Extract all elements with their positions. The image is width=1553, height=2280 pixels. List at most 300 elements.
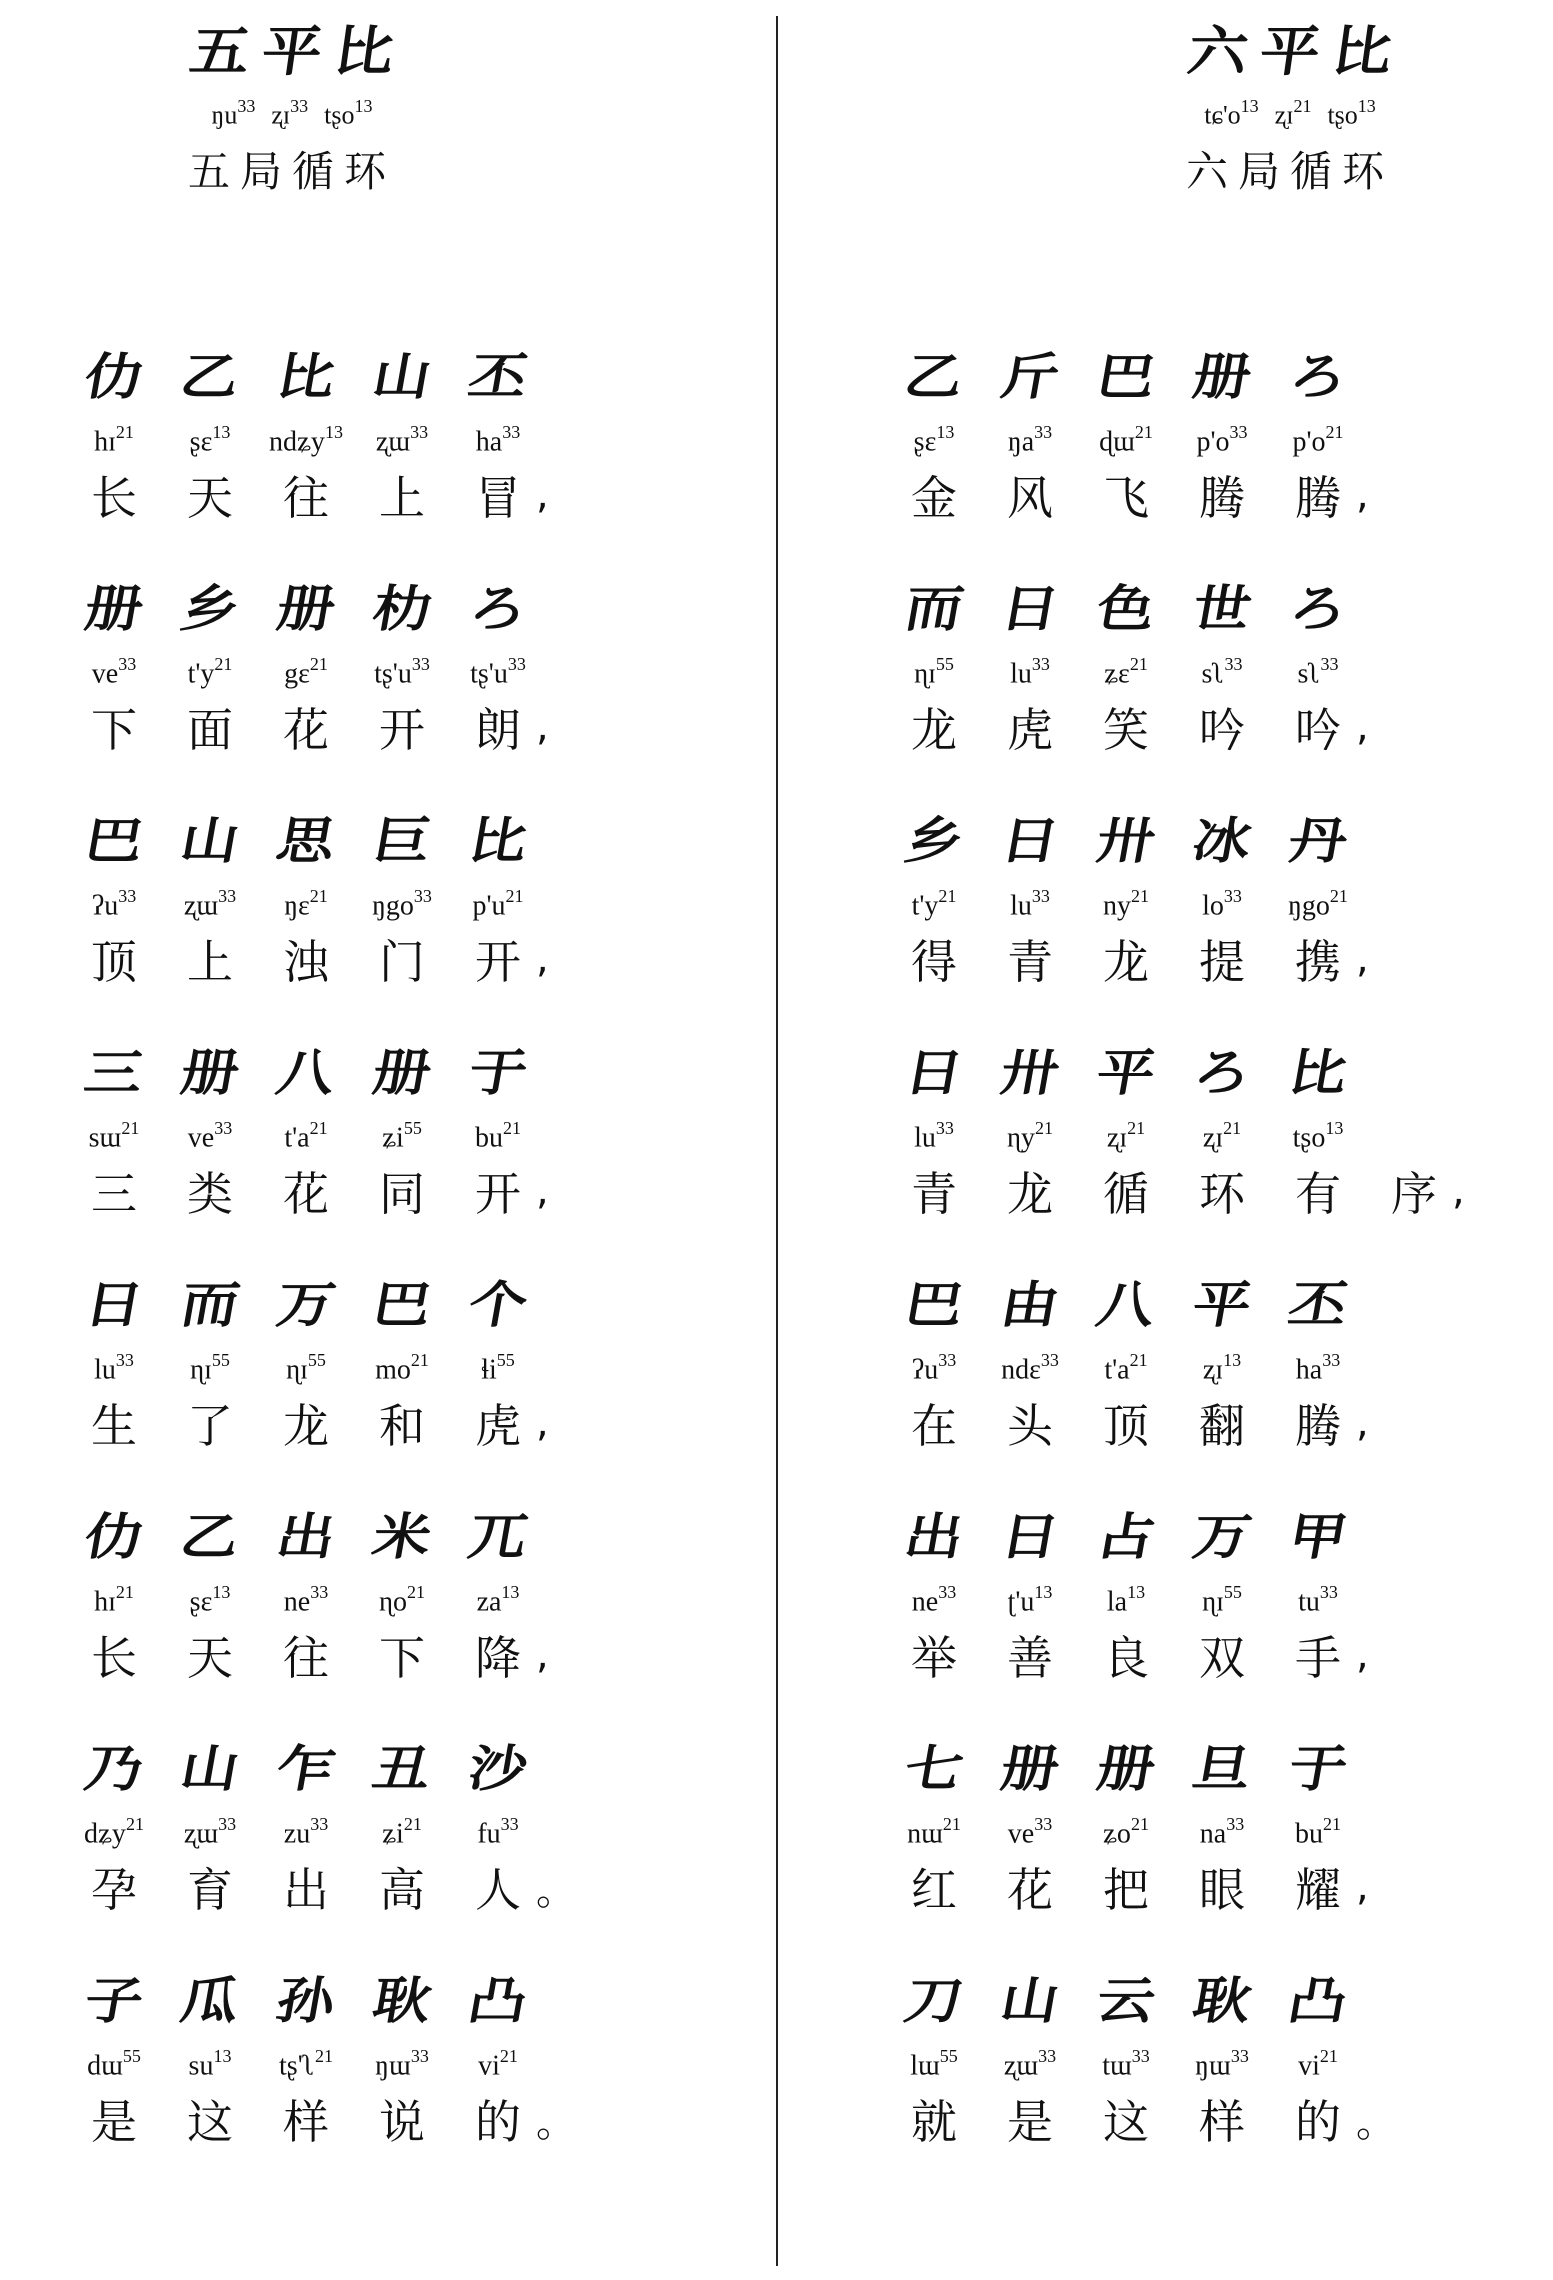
nuosu-glyph: 比 bbox=[272, 348, 340, 406]
phonetic-syllable: $ve^{33}$ bbox=[187, 1117, 233, 1153]
chinese-char: 腾 bbox=[1295, 1399, 1341, 1453]
nuosu-glyph: 万 bbox=[1188, 1508, 1256, 1566]
nuosu-glyph-row bbox=[66, 340, 549, 414]
chinese-char: 朗 bbox=[475, 703, 521, 757]
phonetic-syllable: ɳɪ$^{55}$ bbox=[914, 653, 954, 689]
chinese-char: 有 bbox=[1295, 1167, 1341, 1221]
right-title-glyphs bbox=[910, 14, 1553, 90]
nuosu-glyph: 八 bbox=[272, 1044, 340, 1102]
phonetic-syllable: lɯ$^{55}$ bbox=[910, 2045, 958, 2081]
phonetic-syllable: $t'a^{21}$ bbox=[284, 1117, 328, 1153]
chinese-char: 善 bbox=[1007, 1631, 1053, 1685]
chinese-char: 金 bbox=[911, 471, 957, 525]
nuosu-glyph: 乙 bbox=[176, 1508, 244, 1566]
chinese-row bbox=[886, 1624, 1369, 1686]
verse-line bbox=[886, 1964, 1396, 2194]
title-glyph: 平 bbox=[257, 20, 327, 83]
nuosu-glyph: 比 bbox=[464, 812, 532, 870]
chinese-char: 手 bbox=[1295, 1631, 1341, 1685]
punctuation: , bbox=[536, 1400, 549, 1446]
nuosu-glyph: 仂 bbox=[80, 348, 148, 406]
chinese-char: 腾 bbox=[1295, 471, 1341, 525]
phonetic-syllable: ɖɯ$^{21}$ bbox=[1099, 421, 1153, 457]
chinese-row bbox=[886, 1160, 1465, 1222]
chinese-char: 就 bbox=[911, 2095, 957, 2149]
phonetic-row bbox=[886, 650, 1369, 690]
nuosu-glyph: 凸 bbox=[1284, 1972, 1352, 2030]
nuosu-glyph: 兀 bbox=[464, 1508, 532, 1566]
phonetic-syllable: tʂ'ʅ$^{21}$ bbox=[279, 2045, 333, 2081]
nuosu-glyph: 卅 bbox=[996, 1044, 1064, 1102]
chinese-char: 龙 bbox=[1103, 935, 1149, 989]
chinese-char: 生 bbox=[91, 1399, 137, 1453]
nuosu-glyph: 旦 bbox=[1188, 1740, 1256, 1798]
nuosu-glyph: 冰 bbox=[1188, 812, 1256, 870]
nuosu-glyph: 米 bbox=[368, 1508, 436, 1566]
chinese-char: 人 bbox=[475, 1863, 521, 1917]
chinese-row bbox=[886, 1856, 1369, 1918]
phonetic-syllable: ŋgo$^{21}$ bbox=[1288, 885, 1348, 921]
chinese-row bbox=[886, 696, 1369, 758]
verse-line bbox=[66, 1036, 549, 1266]
nuosu-glyph-row bbox=[66, 1500, 549, 1574]
chinese-char: 顶 bbox=[91, 935, 137, 989]
phonetic-syllable: ɳo$^{21}$ bbox=[379, 1581, 425, 1617]
nuosu-glyph: 出 bbox=[272, 1508, 340, 1566]
phonetic-syllable: $p'o^{33}$ bbox=[1196, 421, 1248, 457]
phonetic-syllable: ɳɪ$^{55}$ bbox=[190, 1349, 230, 1385]
title-phonetic-syllable: ʐɪ$^{33}$ bbox=[271, 96, 309, 130]
chinese-char: 开 bbox=[475, 935, 521, 989]
phonetic-syllable: ŋgo$^{33}$ bbox=[372, 885, 432, 921]
nuosu-glyph: 日 bbox=[996, 1508, 1064, 1566]
phonetic-syllable: $ŋa^{33}$ bbox=[1007, 421, 1053, 457]
nuosu-glyph: 册 bbox=[1092, 1740, 1160, 1798]
punctuation: , bbox=[536, 704, 549, 750]
phonetic-syllable: ɳy$^{21}$ bbox=[1007, 1117, 1053, 1153]
phonetic-row bbox=[66, 882, 549, 922]
chinese-char: 环 bbox=[1199, 1167, 1245, 1221]
nuosu-glyph: 出 bbox=[900, 1508, 968, 1566]
left-title-block bbox=[0, 14, 672, 199]
nuosu-glyph: 朸 bbox=[368, 580, 436, 638]
title-glyph: 五 bbox=[185, 20, 255, 83]
chinese-char: 得 bbox=[911, 935, 957, 989]
nuosu-glyph: 甲 bbox=[1284, 1508, 1352, 1566]
chinese-char: 虎 bbox=[475, 1399, 521, 1453]
nuosu-glyph-row bbox=[66, 1036, 549, 1110]
nuosu-glyph: 巴 bbox=[368, 1276, 436, 1334]
title-phonetic-syllable: $ŋu^{33}$ bbox=[211, 96, 256, 130]
nuosu-glyph: ろ bbox=[1284, 348, 1352, 406]
nuosu-glyph: 乙 bbox=[176, 348, 244, 406]
chinese-char: 红 bbox=[911, 1863, 957, 1917]
chinese-char: 花 bbox=[283, 703, 329, 757]
nuosu-glyph: 而 bbox=[176, 1276, 244, 1334]
nuosu-glyph: 丑 bbox=[368, 1740, 436, 1798]
phonetic-syllable: ʐɪ$^{21}$ bbox=[1106, 1117, 1146, 1153]
chinese-char: 青 bbox=[1007, 935, 1053, 989]
chinese-char: 眼 bbox=[1199, 1863, 1245, 1917]
chinese-char: 的 bbox=[1295, 2095, 1341, 2149]
phonetic-syllable: sʅ$^{33}$ bbox=[1201, 653, 1243, 689]
phonetic-syllable: $mo^{21}$ bbox=[375, 1349, 429, 1385]
phonetic-syllable: $na^{33}$ bbox=[1199, 1813, 1245, 1849]
chinese-char: 顶 bbox=[1103, 1399, 1149, 1453]
phonetic-syllable: ʑi$^{21}$ bbox=[382, 1813, 422, 1849]
chinese-char: 往 bbox=[283, 1631, 329, 1685]
nuosu-glyph: 平 bbox=[1092, 1044, 1160, 1102]
phonetic-syllable: ʔu$^{33}$ bbox=[911, 1349, 957, 1385]
chinese-char: 是 bbox=[1007, 2095, 1053, 2149]
chinese-char: 和 bbox=[379, 1399, 425, 1453]
chinese-char: 在 bbox=[911, 1399, 957, 1453]
phonetic-syllable: $su^{13}$ bbox=[188, 2045, 232, 2081]
chinese-char: 天 bbox=[187, 1631, 233, 1685]
chinese-char: 三 bbox=[91, 1167, 137, 1221]
chinese-char: 下 bbox=[379, 1631, 425, 1685]
phonetic-syllable: ʐɪ$^{21}$ bbox=[1202, 1117, 1242, 1153]
phonetic-row bbox=[66, 1114, 549, 1154]
nuosu-glyph-row bbox=[66, 1964, 576, 2038]
phonetic-syllable: $lu^{33}$ bbox=[914, 1117, 954, 1153]
chinese-char: 样 bbox=[1199, 2095, 1245, 2149]
chinese-char: 说 bbox=[379, 2095, 425, 2149]
chinese-char: 龙 bbox=[283, 1399, 329, 1453]
chinese-char: 良 bbox=[1103, 1631, 1149, 1685]
chinese-char: 把 bbox=[1103, 1863, 1149, 1917]
nuosu-glyph: 巴 bbox=[1092, 348, 1160, 406]
left-title-phonetic bbox=[0, 98, 672, 131]
title-glyph: 比 bbox=[1327, 20, 1397, 83]
chinese-char: 育 bbox=[187, 1863, 233, 1917]
verse-line bbox=[66, 340, 549, 570]
title-phonetic-syllable: tʂo$^{13}$ bbox=[324, 96, 373, 130]
verse-line bbox=[886, 804, 1369, 1034]
nuosu-glyph: ろ bbox=[464, 580, 532, 638]
punctuation: , bbox=[1356, 1864, 1369, 1910]
phonetic-row bbox=[886, 882, 1369, 922]
nuosu-glyph-row bbox=[66, 804, 549, 878]
chinese-char: 下 bbox=[91, 703, 137, 757]
chinese-char: 翻 bbox=[1199, 1399, 1245, 1453]
nuosu-glyph: 巨 bbox=[368, 812, 436, 870]
phonetic-syllable: ʑɛ$^{21}$ bbox=[1104, 653, 1148, 689]
phonetic-syllable: ʐɯ$^{33}$ bbox=[183, 885, 237, 921]
verse-line bbox=[886, 1732, 1369, 1962]
phonetic-syllable: $la^{13}$ bbox=[1106, 1581, 1146, 1617]
phonetic-syllable: ndʑy$^{13}$ bbox=[269, 421, 343, 457]
nuosu-glyph-row bbox=[886, 1732, 1369, 1806]
phonetic-syllable: ʑi$^{55}$ bbox=[382, 1117, 422, 1153]
phonetic-row bbox=[66, 1346, 549, 1386]
nuosu-glyph-row bbox=[886, 572, 1369, 646]
punctuation: , bbox=[536, 472, 549, 518]
chinese-char: 是 bbox=[91, 2095, 137, 2149]
phonetic-syllable: $lu^{33}$ bbox=[1010, 653, 1050, 689]
nuosu-glyph: 云 bbox=[1092, 1972, 1160, 2030]
nuosu-glyph: 丹 bbox=[1284, 812, 1352, 870]
nuosu-glyph-row bbox=[886, 1268, 1369, 1342]
chinese-char: 耀 bbox=[1295, 1863, 1341, 1917]
chinese-char: 同 bbox=[379, 1167, 425, 1221]
phonetic-syllable: ʐɯ$^{33}$ bbox=[183, 1813, 237, 1849]
title-glyph: 平 bbox=[1255, 20, 1325, 83]
chinese-char: 龙 bbox=[911, 703, 957, 757]
verse-line bbox=[886, 1500, 1369, 1730]
nuosu-glyph-row bbox=[66, 572, 549, 646]
nuosu-glyph: 册 bbox=[80, 580, 148, 638]
chinese-char: 出 bbox=[283, 1863, 329, 1917]
phonetic-syllable: $vi^{21}$ bbox=[478, 2045, 518, 2081]
phonetic-syllable: $lo^{33}$ bbox=[1202, 885, 1242, 921]
chinese-char: 开 bbox=[379, 703, 425, 757]
nuosu-glyph: 山 bbox=[996, 1972, 1064, 2030]
phonetic-syllable: $ve^{33}$ bbox=[91, 653, 137, 689]
phonetic-row bbox=[886, 2042, 1396, 2082]
nuosu-glyph: 乡 bbox=[900, 812, 968, 870]
phonetic-syllable: ʐɪ$^{13}$ bbox=[1202, 1349, 1242, 1385]
chinese-row bbox=[66, 928, 549, 990]
nuosu-glyph: 册 bbox=[996, 1740, 1064, 1798]
right-title-chinese: 六局循环 bbox=[1185, 146, 1394, 196]
nuosu-glyph: 而 bbox=[900, 580, 968, 638]
punctuation: , bbox=[536, 1632, 549, 1678]
nuosu-glyph-row bbox=[66, 1732, 576, 1806]
phonetic-syllable: $ʈ'u^{13}$ bbox=[1007, 1581, 1053, 1617]
phonetic-syllable: ndɛ$^{33}$ bbox=[1001, 1349, 1059, 1385]
nuosu-glyph: 日 bbox=[900, 1044, 968, 1102]
chinese-char: 上 bbox=[187, 935, 233, 989]
phonetic-syllable: hɪ$^{21}$ bbox=[94, 1581, 134, 1617]
phonetic-syllable: $zu^{33}$ bbox=[283, 1813, 329, 1849]
verse-line bbox=[66, 1964, 576, 2194]
phonetic-syllable: $p'u^{21}$ bbox=[472, 885, 524, 921]
chinese-char: 龙 bbox=[1007, 1167, 1053, 1221]
chinese-char: 样 bbox=[283, 2095, 329, 2149]
chinese-row bbox=[66, 696, 549, 758]
phonetic-syllable: $bu^{21}$ bbox=[475, 1117, 521, 1153]
phonetic-syllable: ɬi$^{55}$ bbox=[481, 1349, 515, 1385]
nuosu-glyph: 山 bbox=[176, 812, 244, 870]
punctuation: , bbox=[1356, 472, 1369, 518]
phonetic-syllable: $ne^{33}$ bbox=[911, 1581, 957, 1617]
nuosu-glyph-row bbox=[886, 804, 1369, 878]
chinese-char: 序 bbox=[1391, 1167, 1437, 1221]
nuosu-glyph-row bbox=[66, 1268, 549, 1342]
chinese-char: 头 bbox=[1007, 1399, 1053, 1453]
punctuation: , bbox=[1356, 704, 1369, 750]
title-phonetic-syllable: tʂo$^{13}$ bbox=[1327, 96, 1376, 130]
chinese-char: 提 bbox=[1199, 935, 1245, 989]
phonetic-syllable: ŋɛ$^{21}$ bbox=[284, 885, 328, 921]
phonetic-syllable: ŋɯ$^{33}$ bbox=[375, 2045, 429, 2081]
nuosu-glyph: 册 bbox=[1188, 348, 1256, 406]
nuosu-glyph: 万 bbox=[272, 1276, 340, 1334]
phonetic-syllable: $t'a^{21}$ bbox=[1104, 1349, 1148, 1385]
chinese-row bbox=[886, 2088, 1396, 2150]
nuosu-glyph: ろ bbox=[1188, 1044, 1256, 1102]
phonetic-row bbox=[886, 1578, 1369, 1618]
title-phonetic-syllable: ʐɪ$^{21}$ bbox=[1274, 96, 1312, 130]
phonetic-syllable: $lu^{33}$ bbox=[94, 1349, 134, 1385]
phonetic-syllable: dɯ$^{55}$ bbox=[87, 2045, 141, 2081]
chinese-char: 高 bbox=[379, 1863, 425, 1917]
chinese-char: 吟 bbox=[1199, 703, 1245, 757]
chinese-char: 花 bbox=[283, 1167, 329, 1221]
nuosu-glyph: 卅 bbox=[1092, 812, 1160, 870]
phonetic-row bbox=[886, 1346, 1369, 1386]
nuosu-glyph-row bbox=[886, 1500, 1369, 1574]
chinese-char: 冒 bbox=[475, 471, 521, 525]
punctuation: 。 bbox=[536, 1867, 576, 1914]
chinese-char: 飞 bbox=[1103, 471, 1149, 525]
nuosu-glyph: 乍 bbox=[272, 1740, 340, 1798]
phonetic-syllable: $ny^{21}$ bbox=[1103, 885, 1149, 921]
chinese-char: 降 bbox=[475, 1631, 521, 1685]
nuosu-glyph: 册 bbox=[368, 1044, 436, 1102]
verse-line bbox=[66, 572, 549, 802]
nuosu-glyph: 巴 bbox=[80, 812, 148, 870]
chinese-char: 长 bbox=[91, 1631, 137, 1685]
nuosu-glyph: ろ bbox=[1284, 580, 1352, 638]
chinese-char: 门 bbox=[379, 935, 425, 989]
verse-line bbox=[66, 1732, 576, 1962]
title-phonetic-syllable: $tɕ'o^{13}$ bbox=[1204, 96, 1259, 130]
phonetic-syllable: gɛ$^{21}$ bbox=[284, 653, 328, 689]
nuosu-glyph: 丕 bbox=[1284, 1276, 1352, 1334]
nuosu-glyph: 丕 bbox=[464, 348, 532, 406]
chinese-char: 双 bbox=[1199, 1631, 1245, 1685]
nuosu-glyph: 斤 bbox=[996, 348, 1064, 406]
nuosu-glyph: 乡 bbox=[176, 580, 244, 638]
phonetic-syllable: $bu^{21}$ bbox=[1295, 1813, 1341, 1849]
nuosu-glyph: 山 bbox=[176, 1740, 244, 1798]
chinese-row bbox=[66, 2088, 576, 2150]
chinese-char: 这 bbox=[187, 2095, 233, 2149]
punctuation: 。 bbox=[536, 2099, 576, 2146]
nuosu-glyph: 世 bbox=[1188, 580, 1256, 638]
phonetic-syllable: $fu^{33}$ bbox=[477, 1813, 519, 1849]
phonetic-syllable: tʂo$^{13}$ bbox=[1292, 1117, 1344, 1153]
punctuation: , bbox=[1356, 936, 1369, 982]
nuosu-glyph: 乙 bbox=[900, 348, 968, 406]
nuosu-glyph: 沙 bbox=[464, 1740, 532, 1798]
title-glyph: 六 bbox=[1183, 20, 1253, 83]
phonetic-syllable: $t'y^{21}$ bbox=[187, 653, 233, 689]
phonetic-syllable: $ha^{33}$ bbox=[1295, 1349, 1341, 1385]
chinese-char: 花 bbox=[1007, 1863, 1053, 1917]
nuosu-glyph: 山 bbox=[368, 348, 436, 406]
chinese-row bbox=[66, 1160, 549, 1222]
phonetic-syllable: $p'o^{21}$ bbox=[1292, 421, 1344, 457]
phonetic-syllable: $tu^{33}$ bbox=[1298, 1581, 1338, 1617]
phonetic-row bbox=[66, 418, 549, 458]
nuosu-glyph: 耿 bbox=[1188, 1972, 1256, 2030]
phonetic-syllable: ŋɯ$^{33}$ bbox=[1195, 2045, 1249, 2081]
chinese-row bbox=[886, 464, 1369, 526]
phonetic-syllable: ʂɛ$^{13}$ bbox=[913, 421, 955, 457]
phonetic-syllable: $lu^{33}$ bbox=[1010, 885, 1050, 921]
verse-line bbox=[66, 804, 549, 1034]
punctuation: , bbox=[1452, 1168, 1465, 1214]
phonetic-syllable: $za^{13}$ bbox=[476, 1581, 520, 1617]
phonetic-syllable: dʑy$^{21}$ bbox=[84, 1813, 144, 1849]
phonetic-syllable: sɯ$^{21}$ bbox=[88, 1117, 140, 1153]
nuosu-glyph: 个 bbox=[464, 1276, 532, 1334]
chinese-char: 了 bbox=[187, 1399, 233, 1453]
phonetic-syllable: $tʂ'u^{33}$ bbox=[374, 653, 430, 689]
chinese-char: 这 bbox=[1103, 2095, 1149, 2149]
phonetic-syllable: $tʂ'u^{33}$ bbox=[470, 653, 526, 689]
punctuation: , bbox=[1356, 1632, 1369, 1678]
nuosu-glyph: 册 bbox=[272, 580, 340, 638]
phonetic-row bbox=[66, 1578, 549, 1618]
nuosu-glyph: 思 bbox=[272, 812, 340, 870]
chinese-row bbox=[66, 1624, 549, 1686]
chinese-char: 风 bbox=[1007, 471, 1053, 525]
verse-line bbox=[66, 1500, 549, 1730]
chinese-char: 循 bbox=[1103, 1167, 1149, 1221]
nuosu-glyph: 平 bbox=[1188, 1276, 1256, 1334]
phonetic-syllable: hɪ$^{21}$ bbox=[94, 421, 134, 457]
nuosu-glyph: 凸 bbox=[464, 1972, 532, 2030]
phonetic-row bbox=[886, 1810, 1369, 1850]
phonetic-syllable: $ne^{33}$ bbox=[283, 1581, 329, 1617]
nuosu-glyph: 耿 bbox=[368, 1972, 436, 2030]
right-title-phonetic bbox=[910, 98, 1553, 131]
phonetic-syllable: ɳɪ$^{55}$ bbox=[286, 1349, 326, 1385]
phonetic-syllable: ʐɯ$^{33}$ bbox=[375, 421, 429, 457]
punctuation: , bbox=[536, 1168, 549, 1214]
chinese-char: 浊 bbox=[283, 935, 329, 989]
nuosu-glyph: 乃 bbox=[80, 1740, 148, 1798]
nuosu-glyph: 于 bbox=[1284, 1740, 1352, 1798]
nuosu-glyph: 于 bbox=[464, 1044, 532, 1102]
verse-line bbox=[66, 1268, 549, 1498]
chinese-char: 上 bbox=[379, 471, 425, 525]
chinese-char: 吟 bbox=[1295, 703, 1341, 757]
verse-line bbox=[886, 572, 1369, 802]
phonetic-row bbox=[66, 650, 549, 690]
chinese-char: 长 bbox=[91, 471, 137, 525]
verse-line bbox=[886, 1036, 1465, 1266]
nuosu-glyph: 七 bbox=[900, 1740, 968, 1798]
chinese-char: 类 bbox=[187, 1167, 233, 1221]
chinese-char: 开 bbox=[475, 1167, 521, 1221]
chinese-row bbox=[66, 1856, 576, 1918]
chinese-char: 往 bbox=[283, 471, 329, 525]
phonetic-row bbox=[886, 418, 1369, 458]
chinese-row bbox=[66, 1392, 549, 1454]
chinese-char: 携 bbox=[1295, 935, 1341, 989]
left-title-glyphs bbox=[0, 14, 672, 90]
phonetic-row bbox=[66, 1810, 576, 1850]
phonetic-syllable: sʅ$^{33}$ bbox=[1297, 653, 1339, 689]
phonetic-syllable: $ha^{33}$ bbox=[475, 421, 521, 457]
verse-line bbox=[886, 340, 1369, 570]
phonetic-syllable: tɯ$^{33}$ bbox=[1102, 2045, 1150, 2081]
phonetic-syllable: ʂɛ$^{13}$ bbox=[189, 421, 231, 457]
nuosu-glyph: 瓜 bbox=[176, 1972, 244, 2030]
chinese-char: 青 bbox=[911, 1167, 957, 1221]
left-title-chinese: 五局循环 bbox=[187, 146, 396, 196]
chinese-char: 虎 bbox=[1007, 703, 1053, 757]
nuosu-glyph: 日 bbox=[996, 580, 1064, 638]
nuosu-glyph-row bbox=[886, 340, 1369, 414]
nuosu-glyph-row bbox=[886, 1036, 1465, 1110]
nuosu-glyph: 日 bbox=[996, 812, 1064, 870]
